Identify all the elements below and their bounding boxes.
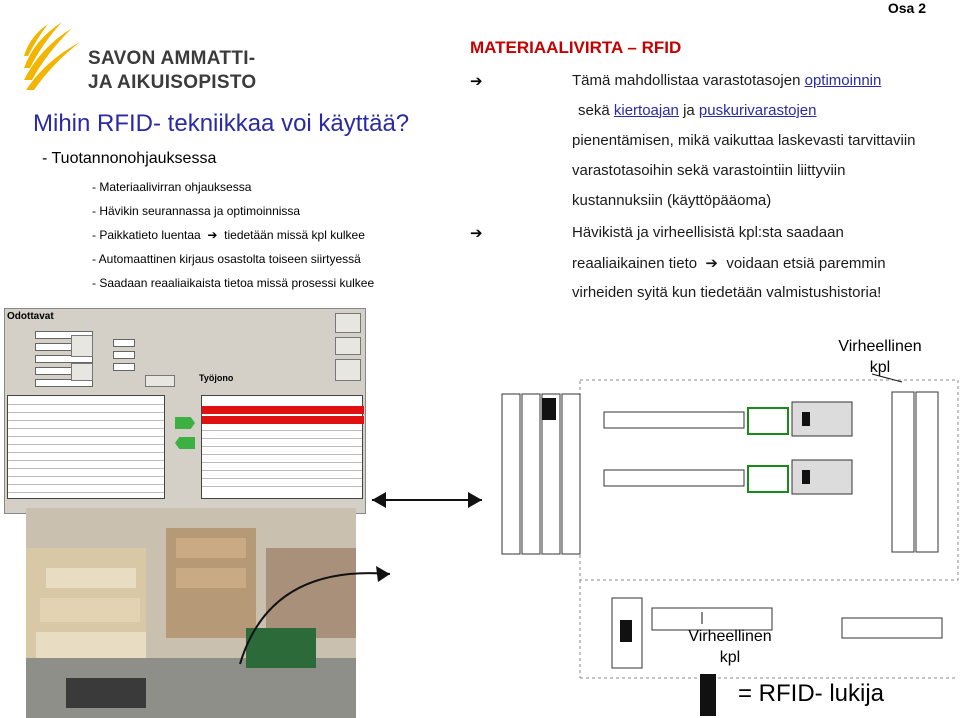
link-kiertoajan: kiertoajan (613, 102, 679, 119)
p2-line3: virheiden syitä kun tiedetään valmistushistoria! (572, 284, 882, 301)
p1-line2-text-c: ja (678, 102, 699, 119)
rfid-reader-legend-icon (700, 674, 716, 716)
p1-line1 (572, 72, 881, 89)
report-button (335, 337, 361, 355)
faulty-piece-label-1: Virheellinen kpl (838, 338, 922, 376)
logo-text-line2: JA AIKUISOPISTO (88, 72, 257, 93)
p2-line2-text-b: voidaan etsiä paremmin (726, 255, 886, 272)
sub-bullet-4: - Automaattinen kirjaus osastolta toiseen siirtyessä (92, 252, 361, 266)
p2-line2 (572, 254, 886, 272)
work-queue-table (201, 395, 363, 499)
move-left-arrow-icon (175, 437, 195, 449)
waiting-table (7, 395, 165, 499)
sub-bullet-3 (92, 228, 365, 242)
sub-bullet-5: - Saadaan reaaliaikaista tietoa missä prosessi kulkee (92, 276, 375, 290)
p1-line2-text-a: sekä (578, 102, 614, 119)
p2-line2-text-a: reaaliaikainen tieto (572, 255, 698, 272)
form-field (113, 351, 135, 359)
sub-bullet-1: - Materiaalivirran ohjauksessa (92, 180, 252, 194)
faulty-piece-label-2: Virheellinen kpl (688, 628, 772, 666)
production-software-screenshot (4, 308, 366, 514)
queue-button (335, 359, 361, 381)
link-optimoinnin: optimoinnin (804, 72, 882, 89)
move-right-arrow-icon (175, 417, 195, 429)
curved-arrow-icon (230, 534, 430, 684)
sub-bullet-3-tail: tiedetään missä kpl kulkee (224, 228, 365, 242)
arrow-right-icon: ➔ (701, 255, 723, 272)
rfid-reader-legend: = RFID- lukija (738, 680, 885, 707)
sub-bullet-2: - Hävikin seurannassa ja optimoinnissa (92, 204, 301, 218)
arrow-right-icon: ➔ (470, 73, 483, 90)
logo-sunrays-icon (22, 20, 84, 92)
p1-line1-text: Tämä mahdollistaa varastotasojen (572, 72, 805, 89)
form-field (113, 339, 135, 347)
factory-floor-plan (372, 372, 960, 682)
print-button (71, 363, 93, 381)
logo-text-line1: SAVON AMMATTI- (88, 48, 256, 69)
p1-line4: varastotasoihin sekä varastointiin liittyviin (572, 162, 846, 179)
p2-line1: Hävikistä ja virheellisistä kpl:sta saadaan (572, 224, 844, 241)
order-button (145, 375, 175, 387)
main-bullet: - Tuotannonohjauksessa (42, 150, 217, 167)
work-queue-title: Työjono (199, 373, 234, 383)
p1-line3: pienentämisen, mikä vaikuttaa laskevasti tarvittaviin (572, 132, 916, 149)
close-button (335, 313, 361, 333)
p1-line5: kustannuksiin (käyttöpääoma) (572, 192, 772, 209)
link-puskurivarastojen: puskurivarastojen (698, 102, 817, 119)
section-label: Osa 2 (887, 0, 926, 16)
material-flow-title: MATERIAALIVIRTA – RFID (470, 38, 682, 57)
p1-line2 (578, 102, 816, 119)
waiting-panel-title: Odottavat (7, 311, 54, 322)
search-button (71, 335, 93, 357)
sub-bullet-3-text: - Paikkatieto luentaa (92, 228, 201, 242)
arrow-right-icon: ➔ (204, 228, 221, 242)
arrow-right-icon: ➔ (470, 225, 483, 242)
slide-title: Mihin RFID- tekniikkaa voi käyttää? (33, 110, 410, 137)
form-field (113, 363, 135, 371)
